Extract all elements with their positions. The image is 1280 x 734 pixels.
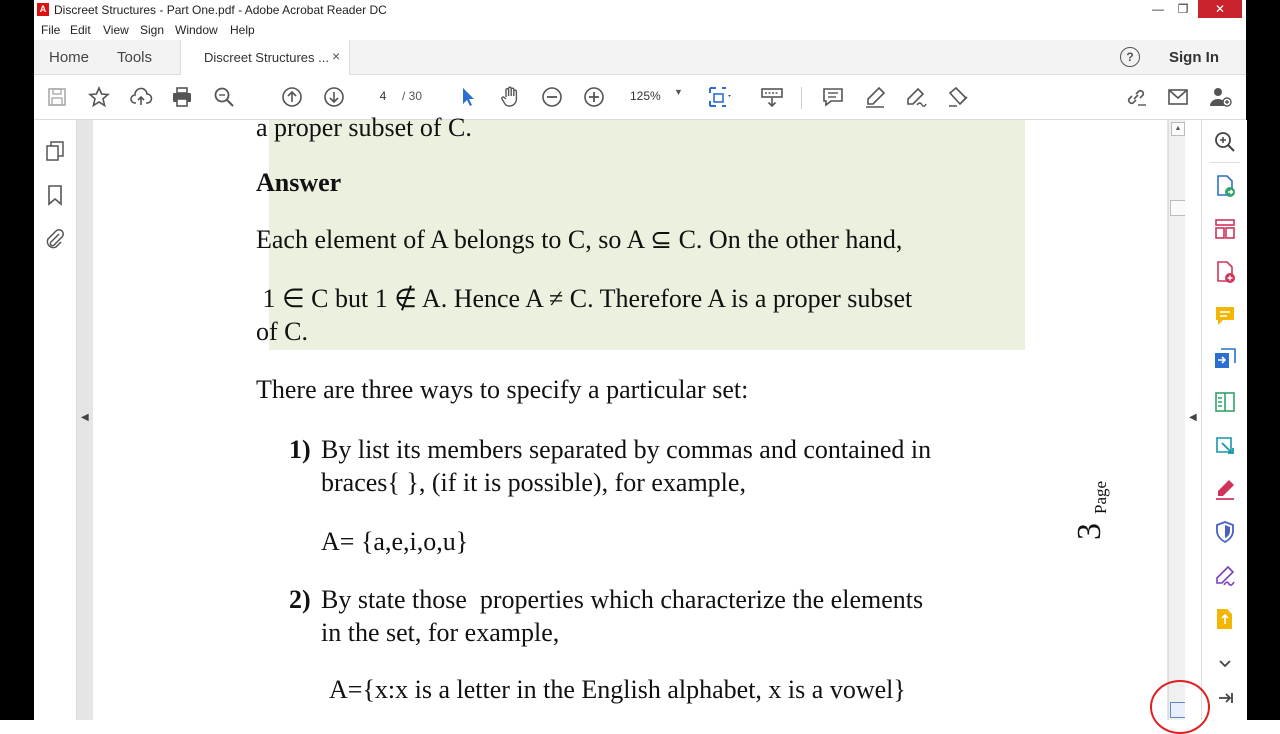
keyboard-scroll-icon[interactable] [760, 85, 784, 109]
organize-pages-icon[interactable] [1213, 217, 1237, 241]
chevron-down-icon[interactable] [1213, 651, 1237, 675]
vertical-scrollbar[interactable] [1168, 120, 1186, 720]
previous-page-icon[interactable] [280, 85, 304, 109]
right-tools-panel [1201, 120, 1247, 720]
menu-edit[interactable]: Edit [70, 23, 91, 37]
select-tool-icon[interactable] [456, 85, 480, 109]
screen-border-right [1246, 0, 1280, 720]
menu-help[interactable]: Help [230, 23, 255, 37]
list-item-2-line-2: in the set, for example, [321, 618, 560, 647]
menu-window[interactable]: Window [175, 23, 218, 37]
collapse-left-panel-icon[interactable]: ◀ [81, 412, 89, 423]
email-icon[interactable] [1166, 85, 1190, 109]
panel-separator [1210, 162, 1240, 163]
menu-bar [34, 20, 1246, 40]
minimize-button[interactable]: — [1152, 2, 1164, 16]
list-item-2-line-1: By state those properties which characterize the elements [321, 585, 924, 614]
maximize-button[interactable]: ❐ [1177, 2, 1189, 16]
export-pdf-icon[interactable] [1213, 174, 1237, 198]
chevron-down-icon[interactable]: ▼ [674, 87, 683, 97]
tab-home[interactable]: Home [49, 49, 90, 66]
collapse-right-panel-icon[interactable]: ◀ [1189, 412, 1197, 423]
tab-tools[interactable]: Tools [117, 49, 153, 66]
fit-page-icon[interactable] [707, 85, 731, 109]
page-total: / 30 [402, 89, 423, 103]
zoom-icon[interactable] [1213, 130, 1237, 154]
scroll-up-button[interactable]: ▲ [1171, 122, 1185, 136]
pdf-page [93, 113, 1167, 720]
title-bar [34, 0, 1246, 21]
bookmark-icon[interactable] [44, 184, 66, 206]
answer-line-1: Each element of A belongs to C, so A ⊆ C. On the other hand, [256, 225, 903, 254]
answer-heading: Answer [256, 168, 342, 197]
answer-line-2: 1 ∈ C but 1 ∉ A. Hence A ≠ C. Therefore A is a proper subset [256, 284, 913, 313]
sign-in-button[interactable]: Sign In [1169, 49, 1219, 66]
compress-icon[interactable] [1213, 390, 1237, 414]
hand-tool-icon[interactable] [498, 85, 522, 109]
add-user-icon[interactable] [1208, 85, 1232, 109]
more-tools-icon[interactable] [1213, 607, 1237, 631]
save-icon[interactable] [45, 85, 69, 109]
draw-icon[interactable] [904, 85, 928, 109]
sign-icon[interactable] [946, 85, 970, 109]
print-icon[interactable] [170, 85, 194, 109]
example-1: A= {a,e,i,o,u} [321, 527, 469, 556]
acrobat-logo-icon: A [37, 3, 49, 16]
page-number-footer [1073, 460, 1133, 540]
comment-icon[interactable] [821, 85, 845, 109]
annotation-circle [1150, 680, 1210, 734]
menu-view[interactable]: View [103, 23, 129, 37]
attachment-icon[interactable] [44, 228, 66, 250]
next-page-icon[interactable] [322, 85, 346, 109]
comment-icon[interactable] [1213, 304, 1237, 328]
tab-bar [34, 40, 1246, 75]
list-number-2: 2) [289, 585, 311, 614]
tab-document-label: Discreet Structures ... [204, 50, 329, 65]
highlight-pen-icon[interactable] [863, 85, 887, 109]
doc-text-line: a proper subset of C. [256, 113, 472, 142]
edit-pdf-icon[interactable] [1213, 434, 1237, 458]
protect-icon[interactable] [1213, 520, 1237, 544]
tab-close-button[interactable]: × [332, 48, 341, 64]
page-label: Page [1091, 480, 1110, 514]
tab-document[interactable] [180, 40, 350, 75]
upload-cloud-icon[interactable] [129, 85, 153, 109]
example-2: A={x:x is a letter in the English alphabet, x is a vowel} [329, 675, 906, 704]
fill-sign-icon[interactable] [1213, 477, 1237, 501]
close-window-button[interactable]: ✕ [1198, 0, 1242, 18]
answer-line-3: of C. [256, 317, 308, 346]
collapse-panel-icon[interactable] [1213, 686, 1237, 710]
window-title: Discreet Structures - Part One.pdf - Adobe Acrobat Reader DC [54, 3, 387, 17]
document-viewport[interactable] [77, 113, 1168, 720]
toolbar [34, 75, 1246, 120]
create-pdf-icon[interactable] [1213, 260, 1237, 284]
list-number-1: 1) [289, 435, 311, 464]
star-icon[interactable] [87, 85, 111, 109]
page-number-input[interactable]: 4 [379, 89, 387, 103]
search-icon[interactable] [212, 85, 236, 109]
screen-border-left [0, 0, 34, 720]
toolbar-separator [801, 87, 802, 109]
send-for-review-icon[interactable] [1213, 347, 1237, 371]
zoom-level-select[interactable]: 125% [630, 89, 661, 103]
help-icon[interactable]: ? [1120, 47, 1140, 67]
zoom-in-icon[interactable] [582, 85, 606, 109]
zoom-out-icon[interactable] [540, 85, 564, 109]
left-navigation-panel [34, 120, 77, 720]
menu-sign[interactable]: Sign [140, 23, 165, 37]
intro-text: There are three ways to specify a particular set: [256, 375, 749, 404]
list-item-1-line-2: braces{ }, (if it is possible), for example, [321, 468, 746, 497]
list-item-1-line-1: By list its members separated by commas and contained in [321, 435, 932, 464]
menu-file[interactable]: File [41, 23, 61, 37]
page-number: 3 [1071, 523, 1108, 540]
page-thumbnails-icon[interactable] [44, 140, 66, 162]
link-icon[interactable] [1124, 85, 1148, 109]
scrollbar-thumb[interactable] [1170, 200, 1186, 216]
send-for-signature-icon[interactable] [1213, 564, 1237, 588]
